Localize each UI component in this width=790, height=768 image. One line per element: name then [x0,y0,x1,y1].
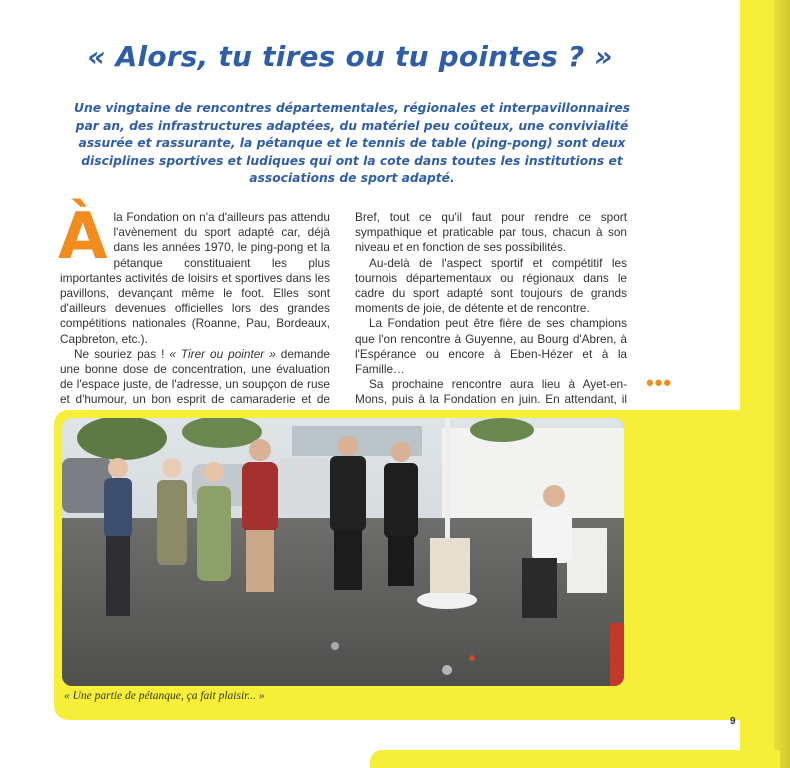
article-lede: Une vingtaine de rencontres départementales, régionales et interpavillonnaires par an, des infrastructures adaptées, du matériel peu coûteux, une convivialité assurée et rassurante, la pétanque et le tennis de table (ping-pong) sont deux disciplines sportives et ludiques qui ont la cote dans toutes les institutions et associations de sport adapté. [73,101,631,185]
page-number: 9 [730,716,736,727]
text-column-1 [58,200,330,423]
bottom-yellow-strip [370,750,780,768]
paragraph: Sa prochaine rencontre aura lieu à Ayet-en-Mons, puis à la Fondation en juin. En attendant, il [355,377,627,407]
petanque-photo [62,418,624,686]
photo-caption: « Une partie de pétanque, ça fait plaisir... » [64,690,265,702]
paragraph: Bref, tout ce qu'il faut pour rendre ce sport sympathique et praticable par tous, chacun à son niveau et en fonction de ses possibilités. [355,210,627,255]
petanque-scene [62,418,624,686]
continued-marker: ••• [646,370,673,395]
drop-cap: À [58,200,108,274]
paragraph: Au-delà de l'aspect sportif et compétitif les tournois départementaux ou régionaux dans le cadre du sport adapté sont toujours de grands moments de joie, de détente et de rencontre. [355,255,627,316]
article-title: « Alors, tu tires ou tu pointes ? » [87,40,613,73]
page-spine [774,0,790,768]
paragraph [58,200,330,347]
text-column-2 [355,210,627,423]
paragraph-text: la Fondation on n'a d'ailleurs pas attendu l'avènement du sport adapté car, déjà dans les années 1970, le ping-pong et la pétanque constituaient les plus importantes activités de loisirs et sportives dans les pavillons, devançant même le foot. Elles sont d'ailleurs devenues officielles lors des grandes compétitions nationales (Roanne, Pau, Bordeaux, Capbreton, etc.). [60,210,330,346]
paragraph-text: demande une bonne dose de concentration, une évaluation de l'espace juste, de l'adresse, un soupçon de ruse et d'humour, un bon esprit de camaraderie et de [60,346,330,407]
paragraph-text: Ne souriez pas ! [74,346,170,361]
quote-text: « Tirer ou pointer » [169,346,276,361]
paragraph: La Fondation peut être fière de ses champions que l'on rencontre à Guyenne, au Bourg d'Abren, à l'Espérance ou encore à Eben-Hézer et à la Famille… [355,316,627,377]
